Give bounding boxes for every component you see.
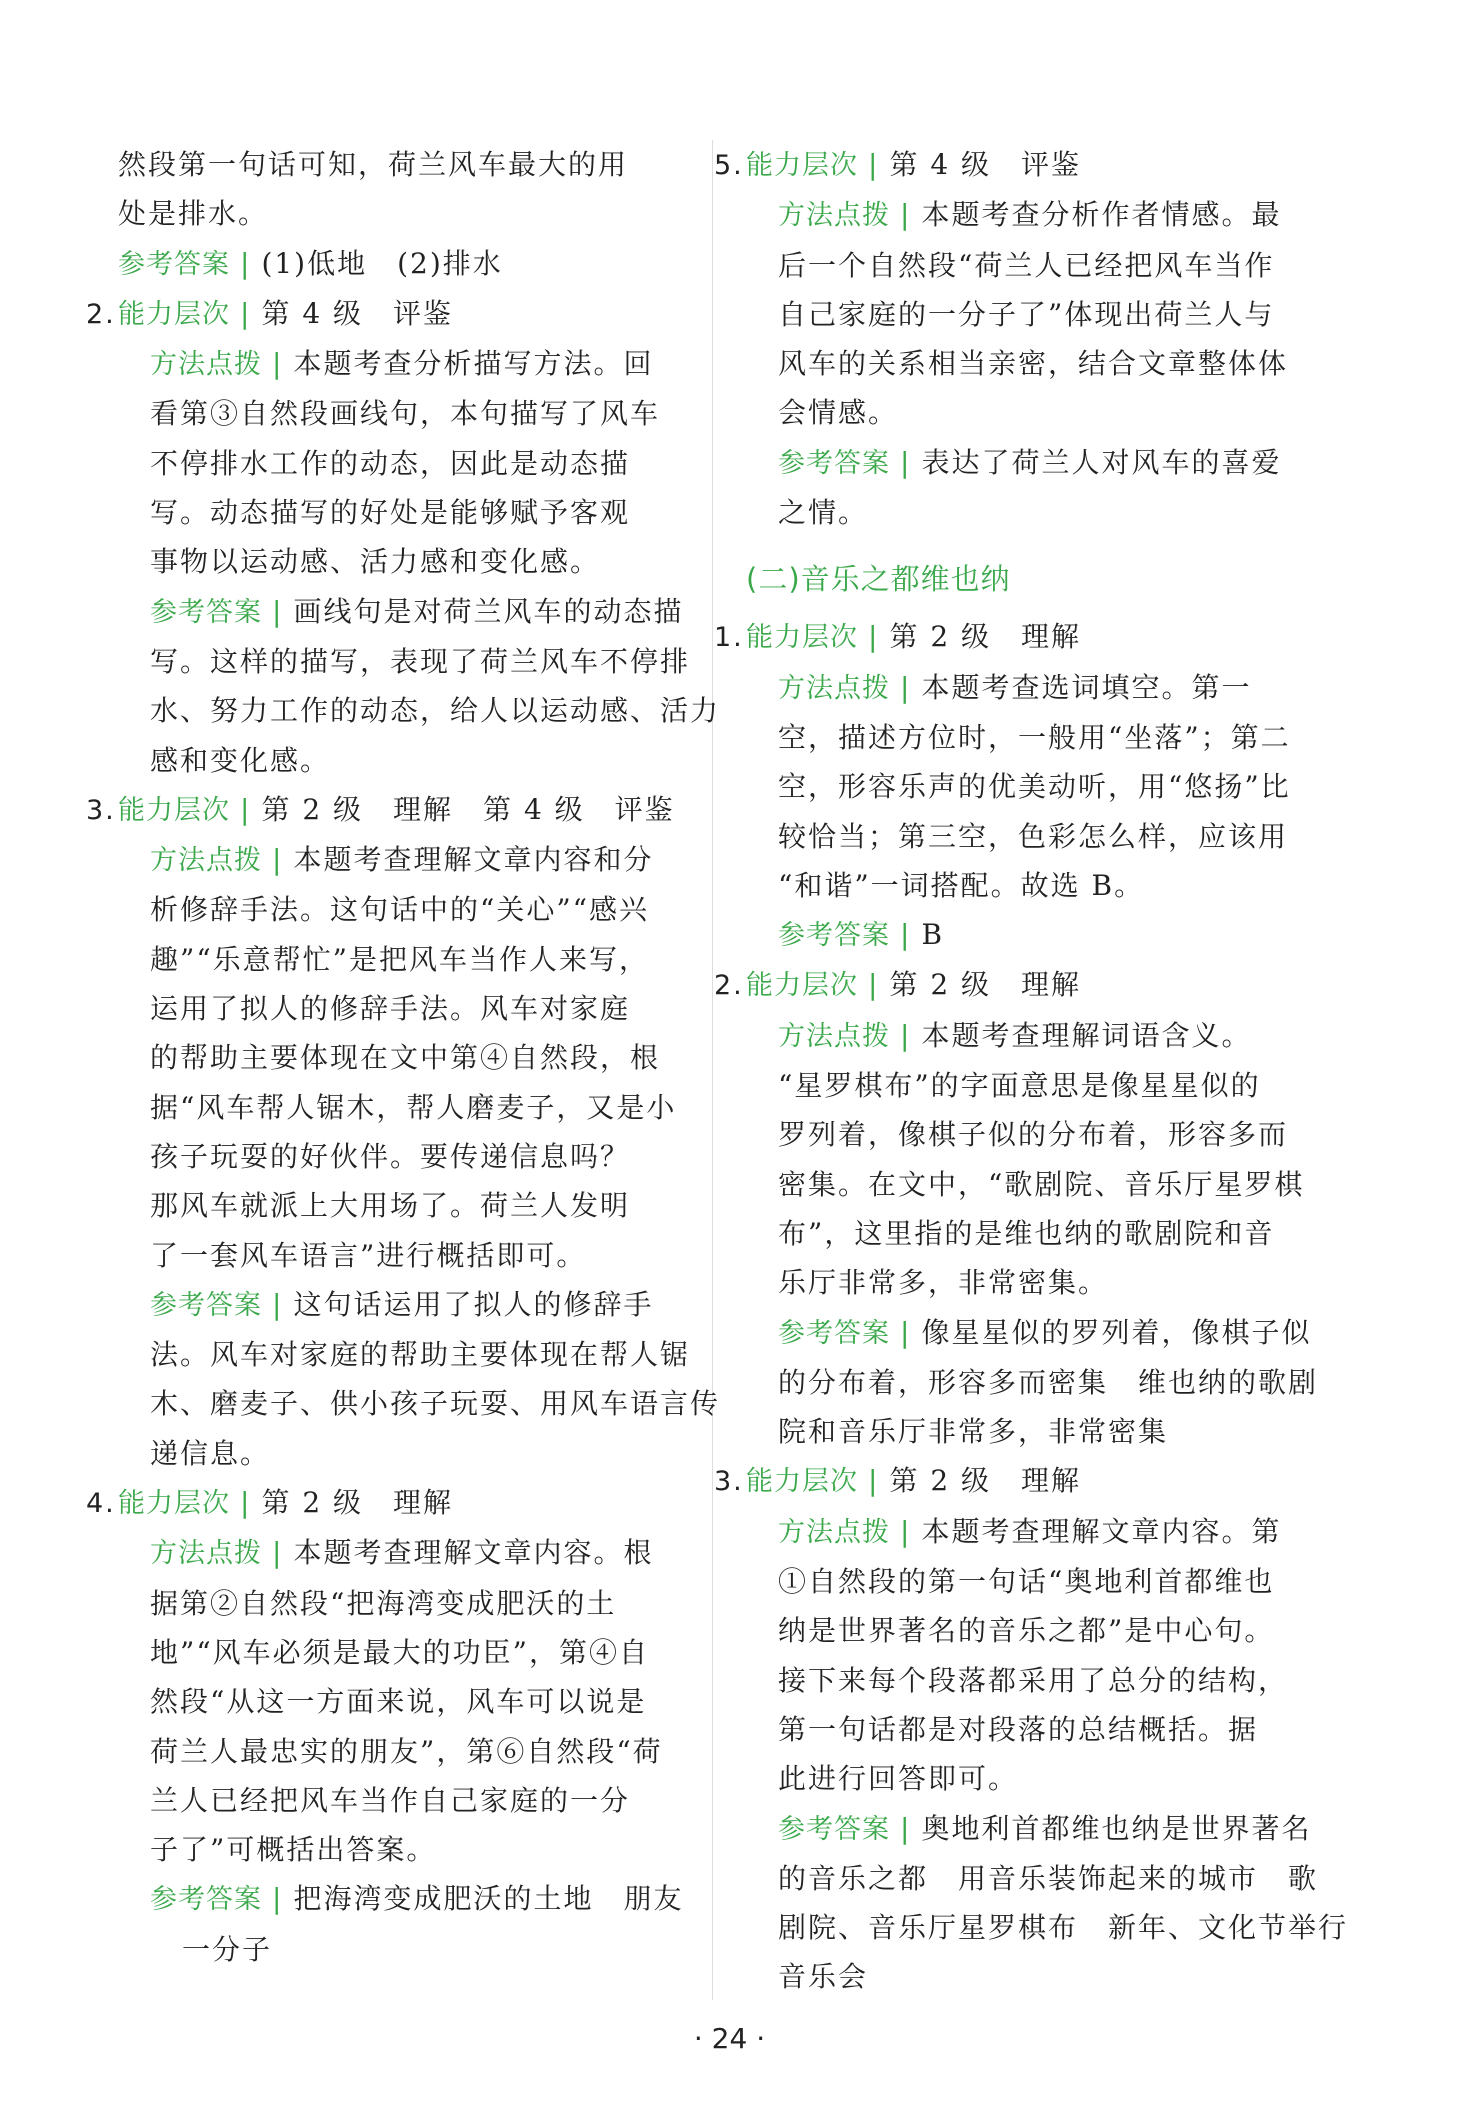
section-title: (二)音乐之都维也纳	[746, 562, 1011, 597]
method-line: 兰人已经把风车当作自己家庭的一分	[150, 1783, 631, 1817]
method-line	[150, 339, 678, 389]
method-line: 空，形容乐声的优美动听，用“悠扬”比	[778, 770, 1291, 804]
question-1-method	[746, 663, 1346, 961]
method-line: 据第②自然段“把海湾变成肥沃的土	[150, 1586, 617, 1620]
method-line: 密集。在文中，“歌剧院、音乐厅星罗棋	[778, 1167, 1305, 1201]
separator: |	[272, 1882, 284, 1916]
level-label: 能力层次	[118, 298, 230, 330]
question-3-level	[86, 785, 678, 835]
method-text: 本题考查选词填空。第一	[921, 670, 1252, 704]
method-line: 那风车就派上大用场了。荷兰人发明	[150, 1189, 631, 1223]
answer-line: 剧院、音乐厅星罗棋布 新年、文化节举行	[778, 1911, 1349, 1945]
level-text: 第 2 级 理解	[889, 968, 1082, 1002]
level-label: 能力层次	[746, 150, 858, 181]
level-text: 第 4 级 评鉴	[261, 296, 454, 330]
method-line: ①自然段的第一句话“奥地利首都维也	[778, 1565, 1275, 1599]
level-text: 第 4 级 评鉴	[889, 148, 1082, 181]
text-line: 处是排水。	[118, 197, 269, 231]
level-label: 能力层次	[746, 970, 858, 1002]
answer-label: 参考答案	[118, 248, 230, 280]
method-line	[778, 663, 1346, 713]
method-line: 据“风车帮人锯木，帮人磨麦子，又是小	[150, 1090, 677, 1124]
method-text: 本题考查理解文章内容。第	[921, 1514, 1282, 1548]
separator: |	[272, 1536, 284, 1570]
answer-label: 参考答案	[778, 447, 890, 479]
method-label: 方法点拨	[778, 672, 890, 704]
separator: |	[900, 1315, 912, 1349]
answer-label: 参考答案	[778, 920, 890, 952]
question-3-method	[746, 1507, 1349, 2002]
method-line: 接下来每个段落都采用了总分的结构，	[778, 1663, 1289, 1697]
question-number: 2.	[714, 970, 744, 1002]
method-line: 地”“风车必须是最大的功臣”，第④自	[150, 1635, 649, 1669]
separator: |	[240, 1486, 252, 1520]
answer-line: 院和音乐厅非常多，非常密集	[778, 1415, 1169, 1449]
level-text: 第 2 级 理解	[261, 1486, 454, 1520]
question-2-method	[118, 339, 721, 785]
method-line: “星罗棋布”的字面意思是像星星似的	[778, 1069, 1261, 1103]
separator: |	[900, 1514, 912, 1548]
answer-line: 递信息。	[150, 1436, 271, 1470]
separator: |	[272, 1287, 284, 1321]
separator: |	[272, 594, 284, 628]
right-column	[714, 140, 1349, 2002]
answer-line: 音乐会	[778, 1960, 869, 1994]
method-line: 了一套风车语言”进行概括即可。	[150, 1238, 587, 1272]
answer-line	[150, 1280, 678, 1330]
method-line: 空，描述方位时，一般用“坐落”；第二	[778, 720, 1291, 754]
answer-label: 参考答案	[778, 1813, 890, 1845]
method-line: 布”，这里指的是维也纳的歌剧院和音	[778, 1216, 1275, 1250]
question-number: 1.	[714, 622, 744, 654]
question-1-level	[714, 612, 1346, 662]
method-line	[150, 835, 678, 885]
answer-text: 表达了荷兰人对风车的喜爱	[921, 445, 1282, 479]
method-line: “和谐”一词搭配。故选 B。	[778, 868, 1145, 902]
answer-line: 水、努力工作的动态，给人以运动感、活力	[150, 694, 721, 728]
answer-text: 奥地利首都维也纳是世界著名	[921, 1811, 1312, 1845]
method-line: 孩子玩耍的好伙伴。要传递信息吗？	[150, 1139, 631, 1173]
question-3-method	[118, 835, 721, 1478]
answer-line: 一分子	[182, 1932, 273, 1966]
question-4-method	[118, 1528, 684, 1974]
separator: |	[900, 1018, 912, 1052]
method-line: 的帮助主要体现在文中第④自然段，根	[150, 1041, 661, 1075]
separator: |	[240, 296, 252, 330]
answer-line	[150, 587, 684, 637]
answer-line	[150, 1874, 684, 1924]
method-text: 本题考查理解词语含义。	[921, 1018, 1252, 1052]
question-5-level	[714, 140, 1346, 190]
method-line: 写。动态描写的好处是能够赋予客观	[150, 496, 631, 530]
method-text: 本题考查分析作者情感。最	[921, 198, 1282, 232]
answer-line: 的音乐之都 用音乐装饰起来的城市 歌	[778, 1861, 1319, 1895]
separator: |	[868, 968, 880, 1002]
question-number: 5.	[714, 150, 744, 181]
method-text: 本题考查理解文章内容。根	[293, 1536, 654, 1570]
method-line	[778, 1507, 1346, 1557]
page-number: · 24 ·	[693, 2022, 766, 2055]
separator: |	[240, 246, 252, 280]
answer-line: 法。风车对家庭的帮助主要体现在帮人锯	[150, 1338, 691, 1372]
level-label: 能力层次	[118, 794, 230, 826]
question-number: 3.	[86, 794, 116, 826]
method-label: 方法点拨	[150, 845, 262, 877]
left-column	[86, 140, 721, 1974]
method-text: 本题考查理解文章内容和分	[293, 843, 654, 877]
answer-line: 之情。	[778, 496, 869, 530]
question-number: 4.	[86, 1488, 116, 1520]
level-label: 能力层次	[746, 622, 858, 654]
method-line: 第一句话都是对段落的总结概括。据	[778, 1712, 1259, 1746]
method-line: 较恰当；第三空，色彩怎么样，应该用	[778, 819, 1289, 853]
method-line: 会情感。	[778, 396, 899, 430]
question-2-level	[86, 289, 678, 339]
method-label: 方法点拨	[778, 1020, 890, 1052]
question-2-level	[714, 960, 1346, 1010]
method-line: 此进行回答即可。	[778, 1762, 1019, 1796]
separator: |	[272, 347, 284, 381]
method-line	[778, 1011, 1346, 1061]
method-line: 然段“从这一方面来说，风车可以说是	[150, 1685, 647, 1719]
answer-line: 的分布着，形容多而密集 维也纳的歌剧	[778, 1365, 1319, 1399]
method-line: 风车的关系相当亲密，结合文章整体体	[778, 347, 1289, 381]
method-line: 纳是世界著名的音乐之都”是中心句。	[778, 1614, 1275, 1648]
answer-q1	[118, 239, 678, 289]
separator: |	[900, 1811, 912, 1845]
separator: |	[900, 918, 912, 952]
answer-label: 参考答案	[150, 596, 262, 628]
separator: |	[868, 1464, 880, 1498]
level-text: 第 2 级 理解 第 4 级 评鉴	[261, 792, 675, 826]
level-text: 第 2 级 理解	[889, 620, 1082, 654]
text-line: 然段第一句话可知，荷兰风车最大的用	[118, 148, 629, 181]
answer-text: 像星星似的罗列着，像棋子似	[921, 1315, 1312, 1349]
level-text: 第 2 级 理解	[889, 1464, 1082, 1498]
method-line: 运用了拟人的修辞手法。风车对家庭	[150, 992, 631, 1026]
answer-label: 参考答案	[778, 1317, 890, 1349]
separator: |	[900, 198, 912, 232]
answer-line: 木、磨麦子、供小孩子玩耍、用风车语言传	[150, 1387, 721, 1421]
question-4-level	[86, 1478, 678, 1528]
answer-text: 把海湾变成肥沃的土地 朋友	[293, 1882, 684, 1916]
method-line: 看第③自然段画线句，本句描写了风车	[150, 397, 661, 431]
answer-line	[778, 1308, 1346, 1358]
level-label: 能力层次	[118, 1488, 230, 1520]
method-line: 乐厅非常多，非常密集。	[778, 1266, 1109, 1300]
answer-text: (1)低地 (2)排水	[261, 246, 503, 280]
separator: |	[868, 620, 880, 654]
method-line: 趣”“乐意帮忙”是把风车当作人来写，	[150, 942, 649, 976]
method-line: 不停排水工作的动态，因此是动态描	[150, 446, 631, 480]
method-line	[150, 1528, 678, 1578]
separator: |	[240, 792, 252, 826]
method-label: 方法点拨	[150, 349, 262, 381]
answer-line: 写。这样的描写，表现了荷兰风车不停排	[150, 644, 691, 678]
question-3-level	[714, 1456, 1346, 1506]
answer-label: 参考答案	[150, 1884, 262, 1916]
level-label: 能力层次	[746, 1466, 858, 1498]
answer-line	[778, 438, 1346, 488]
answer-line	[778, 1804, 1346, 1854]
method-line	[778, 190, 1346, 240]
separator: |	[900, 670, 912, 704]
answer-text: B	[921, 918, 945, 952]
method-line: 后一个自然段“荷兰人已经把风车当作	[778, 248, 1275, 282]
column-divider	[712, 140, 713, 2000]
answer-line	[778, 910, 1346, 960]
method-line: 子了”可概括出答案。	[150, 1833, 437, 1867]
method-line: 荷兰人最忠实的朋友”，第⑥自然段“荷	[150, 1734, 663, 1768]
method-label: 方法点拨	[778, 1516, 890, 1548]
answer-line: 感和变化感。	[150, 743, 331, 777]
method-label: 方法点拨	[150, 1538, 262, 1570]
separator: |	[868, 148, 880, 181]
question-number: 3.	[714, 1466, 744, 1498]
method-line: 罗列着，像棋子似的分布着，形容多而	[778, 1118, 1289, 1152]
separator: |	[900, 445, 912, 479]
question-2-method	[746, 1011, 1346, 1457]
method-line: 自己家庭的一分子了”体现出荷兰人与	[778, 297, 1275, 331]
answer-label: 参考答案	[150, 1289, 262, 1321]
answer-text: 这句话运用了拟人的修辞手	[293, 1287, 654, 1321]
answer-text: 画线句是对荷兰风车的动态描	[293, 594, 684, 628]
separator: |	[272, 843, 284, 877]
method-line: 事物以运动感、活力感和变化感。	[150, 545, 601, 579]
question-5-method	[746, 190, 1346, 537]
method-text: 本题考查分析描写方法。回	[293, 347, 654, 381]
method-line: 析修辞手法。这句话中的“关心”“感兴	[150, 893, 649, 927]
question-number: 2.	[86, 298, 116, 330]
method-label: 方法点拨	[778, 200, 890, 232]
